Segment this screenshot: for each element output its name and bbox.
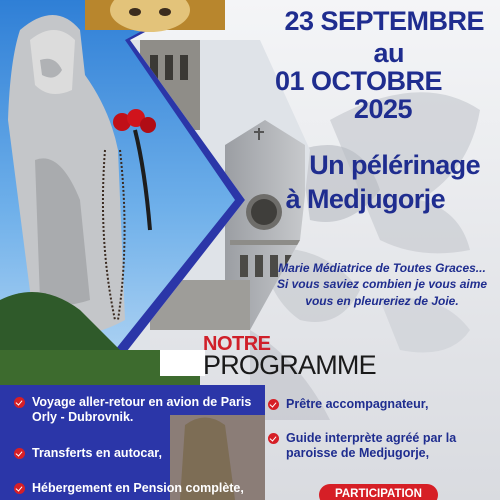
quote-line-3: vous en pleureriez de Joie. bbox=[305, 294, 459, 308]
date-connector: au bbox=[373, 38, 404, 68]
quote-line-2: Si vous saviez combien je vous aime bbox=[276, 277, 488, 291]
quote-line-1: Marie Médiatrice de Toutes Graces... bbox=[278, 261, 486, 275]
programme-item-text: Voyage aller-retour en avion de Paris Orly - Dubrovnik. bbox=[32, 395, 252, 424]
programme-item-text: Guide interprète agréé par la paroisse de Medjugorje, bbox=[286, 431, 457, 460]
participation-badge: PARTICIPATION bbox=[319, 484, 438, 500]
programme-item-text: Hébergement en Pension complète, bbox=[32, 481, 244, 495]
title-line-2: à Medjugorje bbox=[285, 184, 445, 214]
check-icon bbox=[14, 397, 25, 408]
programme-heading-notre: NOTRE bbox=[203, 333, 271, 355]
title-line-1: Un pélérinage bbox=[309, 150, 480, 180]
programme-item bbox=[14, 481, 264, 496]
programme-item bbox=[268, 397, 493, 412]
date-start: 23 SEPTEMBRE bbox=[284, 6, 484, 36]
check-icon bbox=[268, 433, 279, 444]
check-icon bbox=[268, 399, 279, 410]
programme-item-text: Transferts en autocar, bbox=[32, 446, 162, 460]
programme-item bbox=[14, 395, 254, 425]
check-icon bbox=[14, 483, 25, 494]
check-icon bbox=[14, 448, 25, 459]
programme-heading-bar bbox=[160, 350, 205, 376]
date-end: 01 OCTOBRE bbox=[274, 66, 442, 96]
programme-item bbox=[14, 446, 254, 461]
date-year: 2025 bbox=[353, 94, 412, 124]
programme-item-text: Prêtre accompagnateur, bbox=[286, 397, 429, 411]
programme-heading: PROGRAMME bbox=[203, 350, 376, 380]
programme-item bbox=[268, 431, 493, 461]
